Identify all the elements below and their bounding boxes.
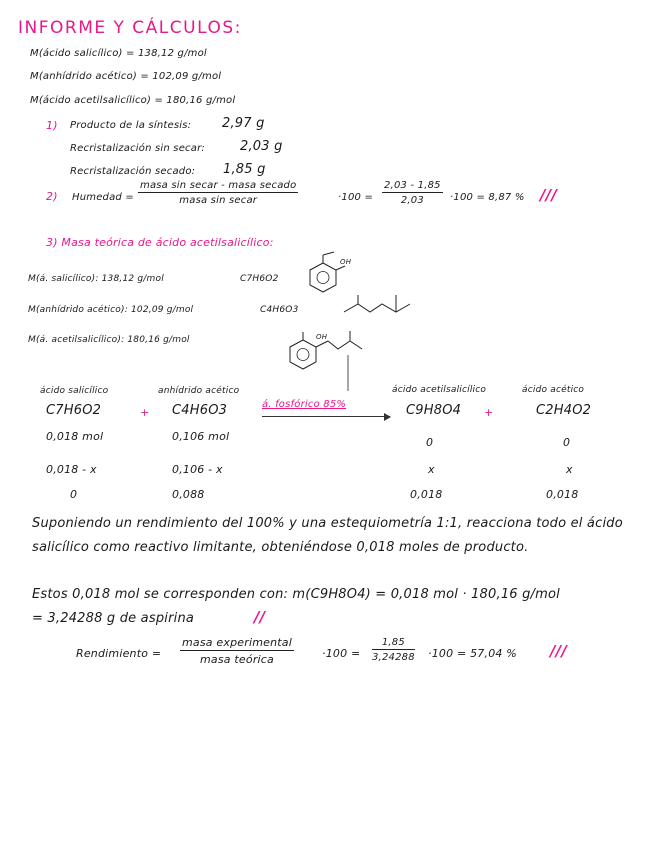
molar-mass-aspirin: M(ácido acetilsalicílico) = 180,16 g/mol (30, 95, 236, 106)
section3-heading: 3) Masa teórica de ácido acetilsalicílico: (46, 236, 274, 249)
reagent1-formula: C7H6O2 (46, 403, 102, 418)
reagent2-formula: C4H6O3 (172, 403, 228, 418)
product2-name: ácido acético (522, 385, 585, 395)
final-reagent1: 0 (70, 488, 78, 501)
product2-formula: C2H4O2 (536, 403, 592, 418)
reaction-catalyst: á. fosfórico 85% (262, 399, 347, 410)
final-product2: 0,018 (546, 488, 579, 501)
yield-values-denominator: 3,24288 (372, 652, 415, 663)
conclusion-mass-result: = 3,24288 g de aspirina (32, 611, 195, 626)
change-reagent1: 0,018 - x (46, 463, 97, 476)
section2-number: 2) (46, 190, 58, 203)
initial-product2: 0 (563, 436, 571, 449)
yield-result: ·100 = 57,04 % (428, 647, 517, 660)
change-product2: x (566, 463, 573, 476)
reaction-arrow-icon (262, 416, 390, 417)
initial-reagent1: 0,018 mol (46, 430, 104, 443)
humidity-fraction (138, 180, 298, 206)
dry-label: Recristalización secado: (70, 166, 196, 177)
yield-values-numerator: 1,85 (372, 637, 415, 650)
wet-label: Recristalización sin secar: (70, 143, 205, 154)
reagent2-name: anhídrido acético (158, 386, 240, 396)
salicylic-formula: C7H6O2 (240, 274, 279, 284)
page-title: INFORME Y CÁLCULOS: (18, 18, 242, 38)
yield-marks: /// (550, 642, 568, 660)
reaction-plus-left: + (140, 406, 150, 419)
humidity-values-numerator: 2,03 - 1,85 (384, 180, 441, 191)
yield-fraction-denominator: masa teórica (199, 653, 274, 666)
product-label: Producto de la síntesis: (70, 120, 192, 131)
dry-value: 1,85 g (223, 162, 266, 177)
yield-fraction-values (372, 637, 415, 663)
anhydride-formula: C4H6O3 (260, 305, 299, 315)
wet-value: 2,03 g (240, 139, 283, 154)
salicylic-oh-label: OH (340, 258, 352, 266)
product1-formula: C9H8O4 (406, 403, 462, 418)
salicylic-molar-mass: M(á. salicílico): 138,12 g/mol (28, 274, 164, 284)
yield-fraction (180, 636, 294, 666)
conclusion-paragraph: Suponiendo un rendimiento del 100% y una estequiometría 1:1, reacciona todo el ácido salicílico como reactivo limitante, obteniéndose 0,018 moles de producto. (32, 516, 623, 555)
humidity-fraction-denominator: masa sin secar (179, 195, 258, 206)
conclusion-marks: // (254, 608, 266, 626)
conclusion-mass-calc: Estos 0,018 mol se corresponden con: m(C9H8O4) = 0,018 mol · 180,16 g/mol (32, 587, 560, 602)
molar-mass-anhydride: M(anhídrido acético) = 102,09 g/mol (30, 71, 222, 82)
initial-product1: 0 (426, 436, 434, 449)
change-reagent2: 0,106 - x (172, 463, 223, 476)
product1-name: ácido acetilsalicílico (392, 385, 487, 395)
final-product1: 0,018 (410, 488, 443, 501)
acetic-anhydride-structure-icon (340, 292, 430, 322)
humidity-times: ·100 = (338, 192, 374, 203)
yield-label: Rendimiento = (76, 647, 162, 660)
humidity-marks: /// (540, 186, 558, 204)
humidity-result: ·100 = 8,87 % (450, 192, 525, 203)
section1-number: 1) (46, 119, 58, 132)
humidity-label: Humedad = (72, 192, 134, 203)
humidity-fraction-values (382, 180, 443, 206)
molar-mass-salicylic: M(ácido salicílico) = 138,12 g/mol (30, 48, 207, 59)
initial-reagent2: 0,106 mol (172, 430, 230, 443)
humidity-values-denominator: 2,03 (400, 195, 424, 206)
aspirin-oh-label: OH (316, 333, 328, 341)
anhydride-molar-mass: M(anhídrido acético): 102,09 g/mol (28, 305, 194, 315)
final-reagent2: 0,088 (172, 488, 205, 501)
yield-fraction-numerator: masa experimental (182, 636, 292, 649)
aspirin-molar-mass: M(á. acetilsalicílico): 180,16 g/mol (28, 335, 190, 345)
reagent1-name: ácido salicílico (40, 386, 109, 396)
product-value: 2,97 g (222, 116, 265, 131)
aspirin-structure-icon (278, 325, 388, 395)
change-product1: x (428, 463, 435, 476)
yield-times: ·100 = (322, 647, 361, 660)
humidity-fraction-numerator: masa sin secar - masa secado (140, 180, 297, 191)
reaction-plus-right: + (484, 406, 494, 419)
